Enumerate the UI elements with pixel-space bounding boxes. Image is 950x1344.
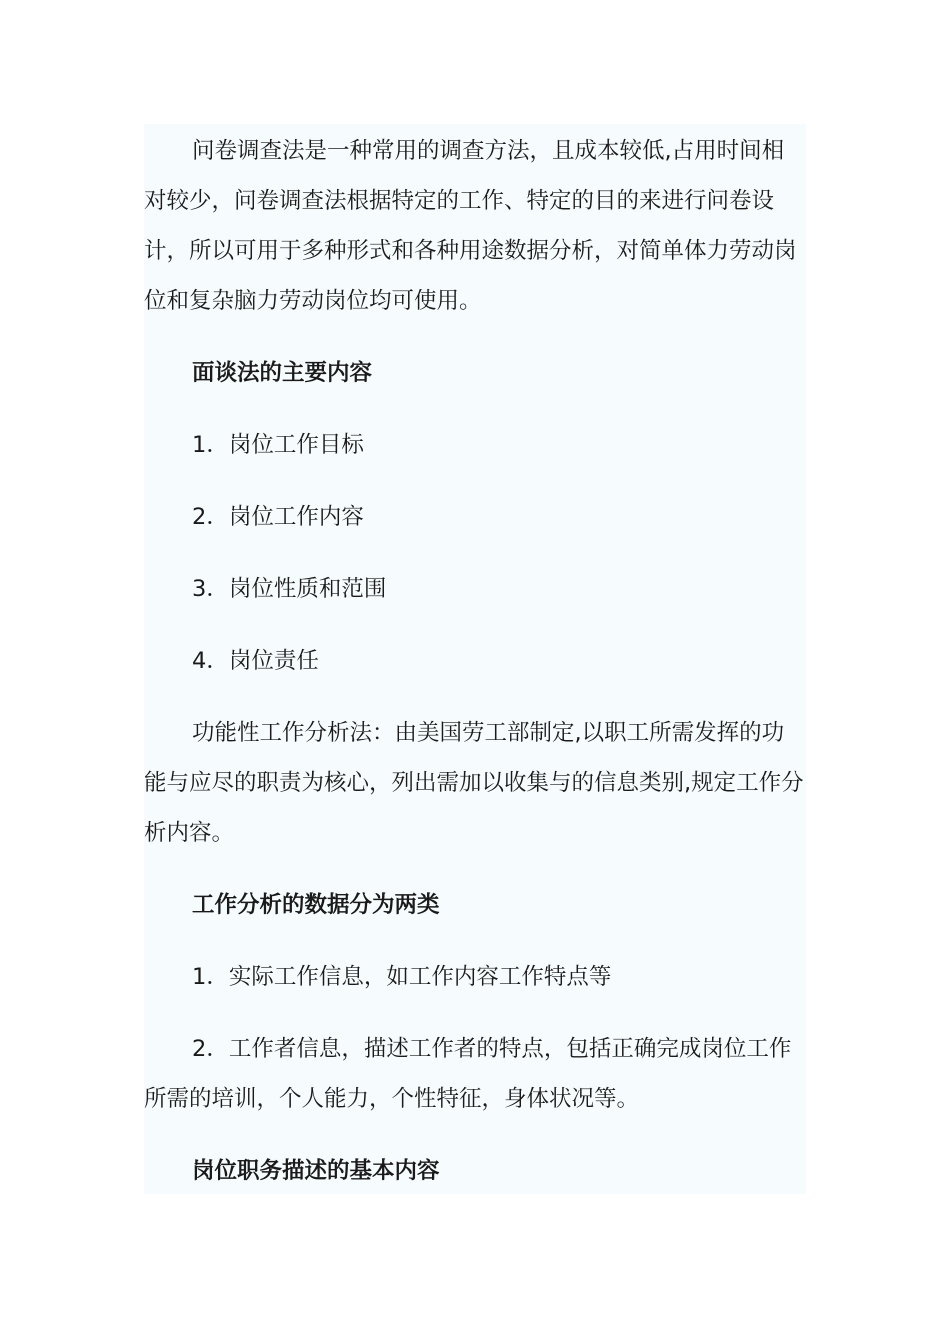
list-item-job-responsibility: 4．岗位责任 — [192, 648, 319, 674]
list-item-worker-info: 2．工作者信息，描述工作者的特点，包括正确完成岗位工作所需的培训，个人能力，个性特征，身体状况等。 — [144, 1036, 792, 1112]
list-item-job-content: 2．岗位工作内容 — [192, 504, 364, 530]
document-body — [144, 124, 806, 1194]
paragraph-functional-analysis: 功能性工作分析法：由美国劳工部制定,以职工所需发挥的功能与应尽的职责为核心，列出需加以收集与的信息类别,规定工作分析内容。 — [144, 720, 804, 846]
list-item-job-goal: 1．岗位工作目标 — [192, 432, 364, 458]
list-item-job-nature: 3．岗位性质和范围 — [192, 576, 387, 602]
list-item-actual-work-info: 1．实际工作信息，如工作内容工作特点等 — [192, 964, 612, 990]
heading-job-description: 岗位职务描述的基本内容 — [192, 1158, 440, 1184]
heading-interview-content: 面谈法的主要内容 — [192, 360, 373, 386]
paragraph-questionnaire-method: 问卷调查法是一种常用的调查方法，且成本较低,占用时间相对较少，问卷调查法根据特定的工作、特定的目的来进行问卷设计，所以可用于多种形式和各种用途数据分析，对简单体力劳动岗位和复杂脑力劳动岗位均可使用。 — [144, 138, 797, 314]
heading-data-types: 工作分析的数据分为两类 — [192, 892, 440, 918]
